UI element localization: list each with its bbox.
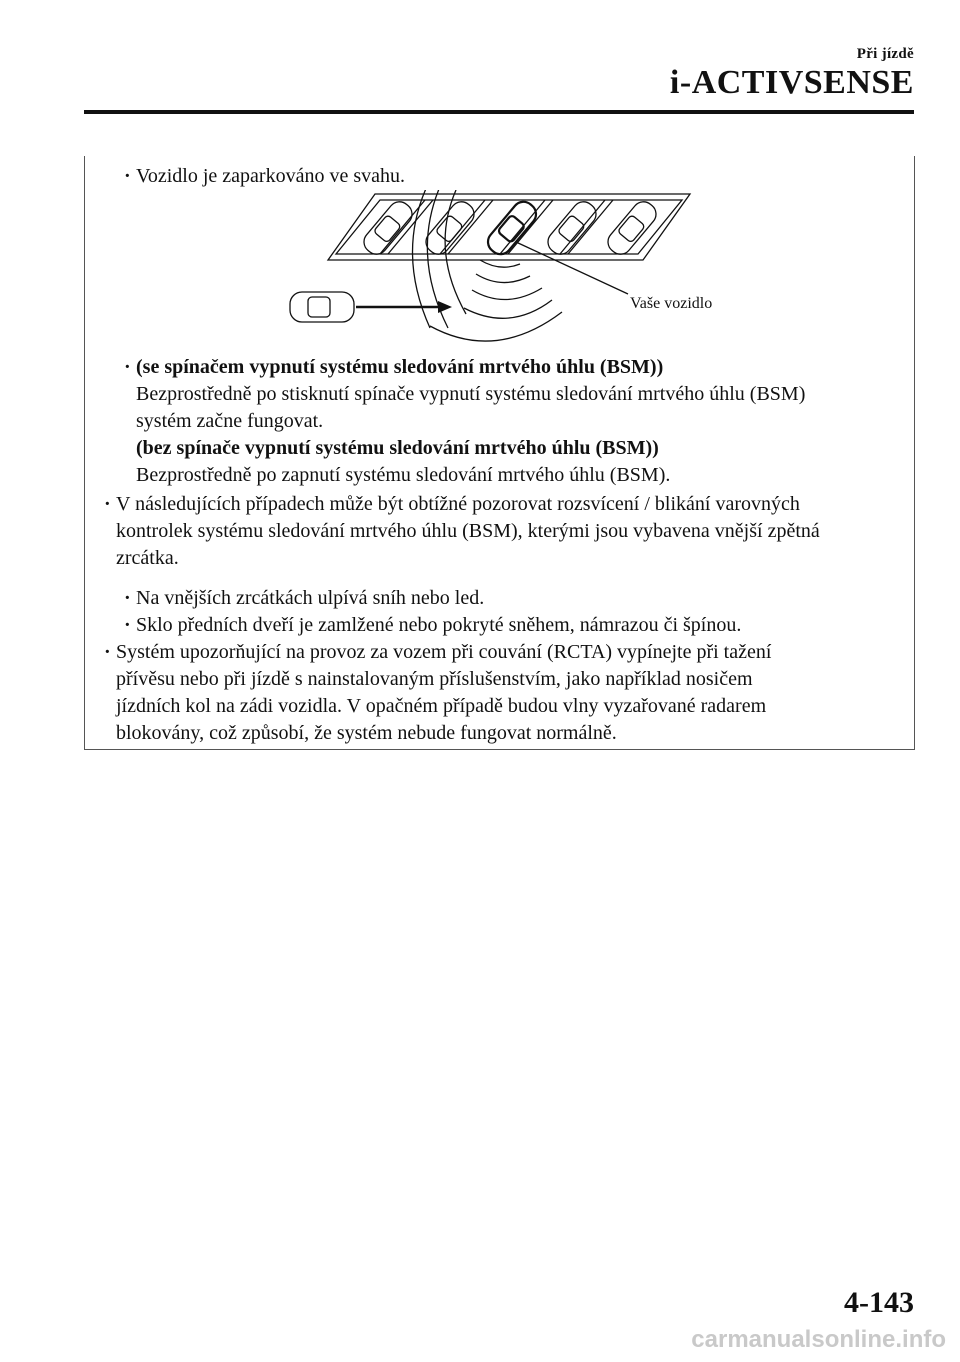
bullet-dot: · [104, 641, 111, 663]
sub-bullet-text: Vozidlo je zaparkováno ve svahu. [136, 165, 405, 187]
section-title: Při jízdě [856, 46, 914, 62]
body-text: systém začne fungovat. [136, 410, 324, 432]
parked-car [604, 197, 661, 258]
bullet-text: kontrolek systému sledování mrtvého úhlu (BSM), kterými jsou vybavena vnější zpětná [116, 520, 820, 542]
sub-bullet-dot: · [124, 614, 131, 636]
sub-bullet-dot: · [124, 165, 131, 187]
parking-slope-diagram [280, 190, 740, 350]
body-text: Bezprostředně po zapnutí systému sledování mrtvého úhlu (BSM). [136, 464, 671, 486]
chapter-title: i-ACTIVSENSE [669, 64, 914, 101]
header-rule [84, 110, 914, 114]
parked-car [360, 197, 417, 258]
sub-bullet-dot: · [124, 356, 131, 378]
sub-heading: (bez spínače vypnutí systému sledování mrtvého úhlu (BSM)) [136, 437, 659, 459]
bullet-text: V následujících případech může být obtížné pozorovat rozsvícení / blikání varovných [116, 493, 800, 515]
sub-bullet-dot: · [124, 587, 131, 609]
bullet-text: zrcátka. [116, 547, 179, 569]
sub-bullet-text: Sklo předních dveří je zamlžené nebo pokryté sněhem, námrazou či špínou. [136, 614, 742, 636]
watermark: carmanualsonline.info [691, 1326, 946, 1353]
diagram-label: Vaše vozidlo [630, 295, 713, 312]
sub-bullet-heading: (se spínačem vypnutí systému sledování mrtvého úhlu (BSM)) [136, 356, 664, 378]
sub-bullet-text: Na vnějších zrcátkách ulpívá sníh nebo led. [136, 587, 485, 609]
own-car-icon [290, 292, 354, 322]
bullet-dot: · [104, 493, 111, 515]
bullet-text: blokovány, což způsobí, že systém nebude fungovat normálně. [116, 722, 617, 744]
body-text: Bezprostředně po stisknutí spínače vypnutí systému sledování mrtvého úhlu (BSM) [136, 383, 806, 405]
arrow-head-icon [438, 301, 452, 313]
bullet-text: Systém upozorňující na provoz za vozem při couvání (RCTA) vypínejte při tažení [116, 641, 772, 663]
bullet-text: jízdních kol na zádi vozidla. V opačném případě budou vlny vyzařované radarem [116, 695, 767, 717]
radar-waves-icon [413, 190, 563, 341]
bullet-text: přívěsu nebo při jízdě s nainstalovaným příslušenstvím, jako například nosičem [116, 668, 753, 690]
page-number: 4-143 [844, 1286, 914, 1319]
